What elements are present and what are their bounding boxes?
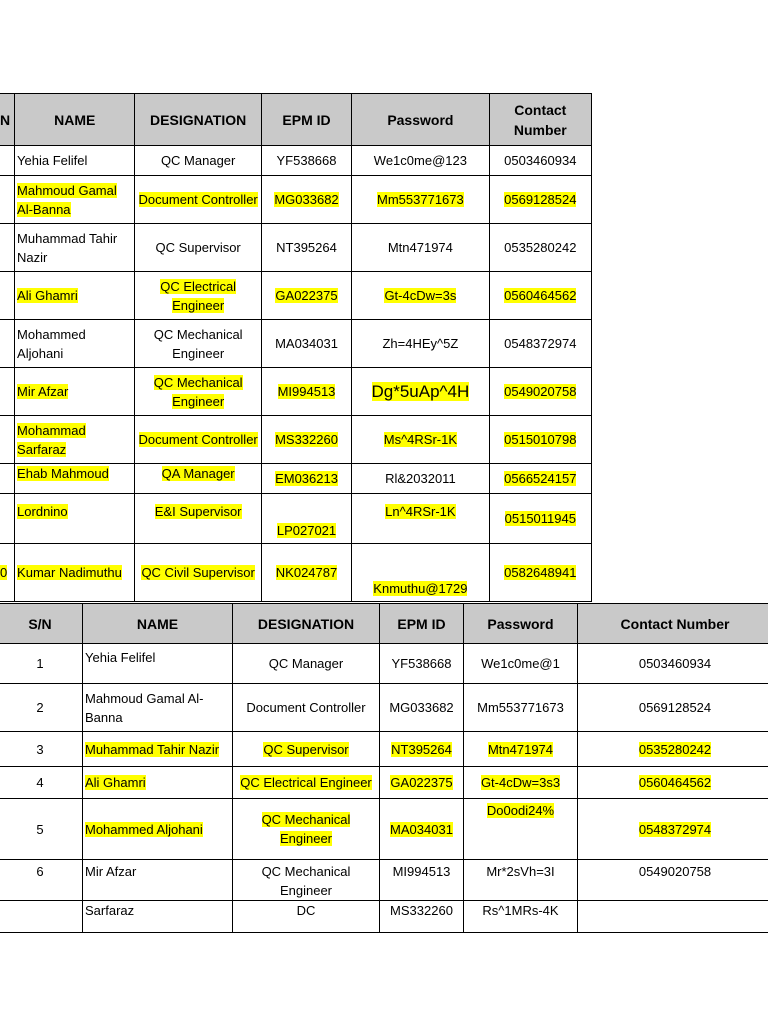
cell-sn: 5 [0, 799, 83, 860]
cell-contact [578, 901, 768, 933]
credentials-table-top [0, 93, 592, 602]
cell-epm-id: MS332260 [275, 432, 338, 447]
table-row [0, 368, 592, 416]
header-name: NAME [83, 604, 233, 644]
cell-password: Ln^4RSr-1K [385, 504, 456, 519]
cell-password: Mm553771673 [464, 684, 578, 732]
table-row [0, 320, 592, 368]
cell-sn [0, 494, 15, 544]
cell-name: Muhammad Tahir Nazir [15, 224, 135, 272]
cell-designation: QC Electrical Engineer [240, 775, 372, 790]
cell-epm-id: MA034031 [390, 821, 453, 837]
cell-epm-id: NT395264 [391, 741, 452, 757]
table-row [0, 272, 592, 320]
cell-name: Mohammed Aljohani [85, 821, 203, 837]
table-row [0, 732, 768, 767]
cell-contact: 0535280242 [638, 741, 712, 757]
cell-password: Mr*2sVh=3I [464, 860, 578, 901]
table-row [0, 901, 768, 933]
cell-epm-id: GA022375 [275, 288, 338, 303]
cell-name: Ehab Mahmoud [17, 466, 109, 481]
header-password: Password [464, 604, 578, 644]
cell-sn [0, 464, 15, 494]
cell-designation: Document Controller [138, 192, 258, 207]
cell-password: Ms^4RSr-1K [383, 432, 458, 447]
cell-contact: 0566524157 [504, 471, 577, 486]
table-row [0, 799, 768, 860]
cell-name: Kumar Nadimuthu [17, 565, 122, 580]
cell-contact: 0548372974 [489, 320, 591, 368]
table-row [0, 416, 592, 464]
cell-contact: 0515010798 [504, 432, 577, 447]
table-row [0, 544, 592, 602]
cell-designation: QC Mechanical Engineer [261, 812, 351, 846]
cell-name: Yehia Felifel [83, 644, 233, 684]
table-row [0, 176, 592, 224]
table-row [0, 146, 592, 176]
cell-password: Mtn471974 [352, 224, 489, 272]
cell-password: Zh=4HEy^5Z [352, 320, 489, 368]
cell-contact: 0503460934 [578, 644, 768, 684]
cell-designation: QC Supervisor [135, 224, 261, 272]
cell-designation: Document Controller [233, 684, 380, 732]
cell-name: Muhammad Tahir Nazir [85, 741, 220, 757]
cell-designation: QC Manager [233, 644, 380, 684]
cell-sn [0, 176, 15, 224]
cell-name: Sarfaraz [83, 901, 233, 933]
table-header-row [0, 604, 768, 644]
cell-sn: 0 [0, 565, 8, 580]
cell-contact: 0582648941 [504, 565, 577, 580]
cell-sn [0, 416, 15, 464]
header-epm-id: EPM ID [380, 604, 464, 644]
cell-name: Lordnino [17, 504, 68, 519]
cell-designation: QC Mechanical Engineer [135, 320, 261, 368]
cell-contact: 0549020758 [578, 860, 768, 901]
cell-contact: 0569128524 [578, 684, 768, 732]
cell-contact: 0548372974 [638, 821, 712, 837]
cell-sn: 1 [0, 644, 83, 684]
cell-password: Knmuthu@1729 [373, 581, 468, 596]
cell-sn [0, 224, 15, 272]
cell-designation: E&I Supervisor [154, 504, 242, 519]
table-row [0, 464, 592, 494]
cell-epm-id: MS332260 [380, 901, 464, 933]
cell-epm-id: GA022375 [390, 775, 453, 790]
header-password: Password [352, 94, 489, 146]
header-designation: DESIGNATION [135, 94, 261, 146]
cell-name: Mahmoud Gamal Al-Banna [17, 182, 117, 217]
cell-sn: 2 [0, 684, 83, 732]
header-designation: DESIGNATION [233, 604, 380, 644]
header-contact-number: Contact Number [489, 94, 591, 146]
cell-epm-id: NT395264 [261, 224, 351, 272]
table-row [0, 644, 768, 684]
cell-designation: QC Civil Supervisor [141, 565, 255, 580]
cell-sn [0, 146, 15, 176]
cell-contact: 0503460934 [489, 146, 591, 176]
cell-password: Dg*5uAp^4H [371, 381, 470, 401]
cell-epm-id: MI994513 [277, 384, 336, 399]
cell-sn: 6 [0, 860, 83, 901]
cell-contact: 0569128524 [504, 192, 577, 207]
cell-password: Rl&2032011 [352, 464, 489, 494]
cell-epm-id: NK024787 [275, 565, 338, 580]
cell-designation: QC Supervisor [263, 741, 349, 757]
cell-sn [0, 901, 83, 933]
cell-sn [0, 272, 15, 320]
cell-designation: QA Manager [161, 466, 235, 481]
cell-designation: QC Electrical Engineer [160, 278, 237, 313]
cell-designation: QC Manager [135, 146, 261, 176]
header-epm-id: EPM ID [261, 94, 351, 146]
cell-designation: DC [233, 901, 380, 933]
cell-epm-id: EM036213 [275, 471, 338, 486]
cell-name: Mohammad Sarfaraz [17, 422, 86, 457]
cell-name: Ali Ghamri [85, 775, 146, 790]
cell-contact: 0515011945 [504, 511, 576, 526]
cell-name: Yehia Felifel [15, 146, 135, 176]
cell-sn [0, 368, 15, 416]
header-name: NAME [15, 94, 135, 146]
cell-contact: 0560464562 [638, 775, 712, 790]
cell-epm-id: MG033682 [380, 684, 464, 732]
cell-epm-id: YF538668 [261, 146, 351, 176]
table-row [0, 767, 768, 799]
cell-sn: 3 [0, 732, 83, 767]
cell-sn: 4 [0, 767, 83, 799]
table-header-row [0, 94, 592, 146]
cell-epm-id: MG033682 [274, 192, 339, 207]
cell-epm-id: MA034031 [261, 320, 351, 368]
cell-password: We1c0me@123 [352, 146, 489, 176]
table-row [0, 860, 768, 901]
header-contact-number: Contact Number [578, 604, 768, 644]
header-sn: N [0, 94, 15, 146]
cell-sn [0, 320, 15, 368]
credentials-table-bottom [0, 603, 768, 933]
cell-name: Ali Ghamri [17, 288, 78, 303]
cell-epm-id: LP027021 [276, 523, 337, 538]
cell-password: Gt-4cDw=3s3 [480, 775, 561, 790]
header-sn: S/N [0, 604, 83, 644]
cell-name: Mir Afzar [17, 384, 69, 399]
cell-designation: QC Mechanical Engineer [153, 374, 243, 409]
cell-password: Mm553771673 [377, 192, 464, 207]
table-row [0, 224, 592, 272]
cell-name: Mir Afzar [83, 860, 233, 901]
cell-contact: 0535280242 [489, 224, 591, 272]
cell-contact: 0549020758 [504, 384, 577, 399]
cell-contact: 0560464562 [504, 288, 577, 303]
cell-epm-id: YF538668 [380, 644, 464, 684]
table-row [0, 494, 592, 544]
cell-password: Mtn471974 [487, 741, 554, 757]
cell-password: We1c0me@1 [464, 644, 578, 684]
cell-name: Mahmoud Gamal Al-Banna [83, 684, 233, 732]
cell-password: Rs^1MRs-4K [464, 901, 578, 933]
cell-designation: Document Controller [138, 432, 258, 447]
cell-password: Do0odi24% [486, 803, 555, 818]
cell-password: Gt-4cDw=3s [384, 288, 457, 303]
table-row [0, 684, 768, 732]
cell-epm-id: MI994513 [380, 860, 464, 901]
cell-name: Mohammed Aljohani [15, 320, 135, 368]
cell-designation: QC Mechanical Engineer [233, 860, 380, 901]
